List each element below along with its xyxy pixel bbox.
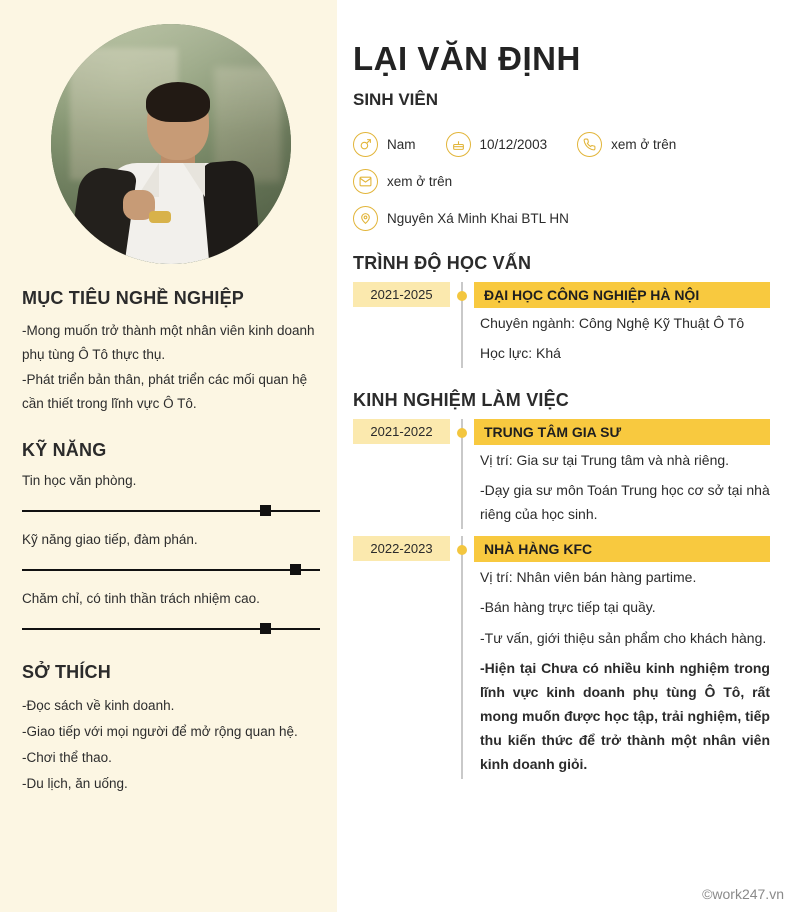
timeline-axis — [450, 653, 474, 779]
timeline-axis — [450, 592, 474, 622]
contact-phone — [577, 132, 676, 157]
experience-company: TRUNG TÂM GIA SƯ — [474, 419, 770, 445]
experience-detail-row — [353, 562, 770, 592]
watermark: ©work247.vn — [702, 886, 784, 902]
birthday-cake-icon — [446, 132, 471, 157]
career-objective-line: -Mong muốn trở thành một nhân viên kinh doanh phụ tùng Ô Tô thực thụ. — [22, 323, 315, 362]
experience-detail: Vị trí: Gia sư tại Trung tâm và nhà riêng. — [480, 452, 730, 469]
experience-detail: -Dạy gia sư môn Toán Trung học cơ sở tại nhà riêng của học sinh. — [480, 482, 770, 523]
timeline-line — [461, 592, 463, 622]
experience-detail-row — [353, 592, 770, 622]
skill-knob — [260, 505, 271, 516]
timeline-axis — [450, 445, 474, 475]
timeline-axis — [450, 338, 474, 368]
experience-detail-row — [353, 445, 770, 475]
hobby-item: -Du lịch, ăn uống. — [22, 776, 128, 792]
timeline-spacer — [353, 338, 450, 368]
skill-knob — [290, 564, 301, 575]
skill-bar — [22, 502, 320, 520]
contact-address-value: Nguyên Xá Minh Khai BTL HN — [387, 211, 569, 226]
experience-entry-header — [353, 419, 770, 445]
experience-summary-row — [353, 653, 770, 779]
skill-track — [22, 628, 320, 630]
education-detail-row — [353, 338, 770, 368]
education-title: TRÌNH ĐỘ HỌC VẤN — [353, 253, 532, 273]
timeline-dot — [457, 291, 467, 301]
skill-label: Chăm chỉ, có tinh thần trách nhiệm cao. — [22, 590, 260, 606]
timeline-axis — [450, 475, 474, 529]
photo-person-collar-right — [183, 163, 205, 197]
timeline-line — [461, 562, 463, 592]
skill-knob — [260, 623, 271, 634]
email-icon — [353, 169, 378, 194]
education-detail: Chuyên ngành: Công Nghệ Kỹ Thuật Ô Tô — [480, 315, 745, 331]
experience-timeline — [353, 419, 770, 779]
contact-row-1 — [353, 132, 770, 157]
timeline-axis — [450, 282, 474, 308]
education-school: ĐẠI HỌC CÔNG NGHIỆP HÀ NỘI — [474, 282, 770, 308]
timeline-spacer — [353, 653, 450, 779]
contact-phone-value: xem ở trên — [611, 137, 677, 152]
education-detail-row — [353, 308, 770, 338]
timeline-dot — [457, 428, 467, 438]
experience-detail: Vị trí: Nhân viên bán hàng partime. — [480, 569, 697, 586]
timeline-dot — [457, 545, 467, 555]
skill-bar — [22, 561, 320, 579]
contact-gender-value: Nam — [387, 137, 416, 152]
timeline-line — [461, 653, 463, 779]
timeline-axis — [450, 536, 474, 562]
photo-person-watch — [149, 211, 171, 223]
contact-row-2 — [353, 169, 770, 194]
experience-detail: -Tư vấn, giới thiệu sản phẩm cho khách hàng. — [480, 629, 767, 646]
timeline-spacer — [353, 445, 450, 475]
contact-email-value: xem ở trên — [387, 174, 453, 189]
timeline-line — [461, 475, 463, 529]
career-objective-title: MỤC TIÊU NGHỀ NGHIỆP — [22, 288, 245, 308]
location-pin-icon — [353, 206, 378, 231]
sidebar — [0, 0, 337, 912]
photo-person-jacket — [200, 159, 261, 264]
timeline-spacer — [353, 623, 450, 653]
photo-person-hair — [146, 82, 210, 122]
education-date: 2021-2025 — [353, 282, 450, 307]
experience-title: KINH NGHIỆM LÀM VIỆC — [353, 390, 570, 411]
gender-icon — [353, 132, 378, 157]
hobby-item: -Đọc sách về kinh doanh. — [22, 697, 175, 713]
timeline-spacer — [353, 562, 450, 592]
experience-detail-row — [353, 623, 770, 653]
hobbies-title: SỞ THÍCH — [22, 661, 111, 682]
contact-birthday-value: 10/12/2003 — [479, 137, 548, 152]
contact-gender — [353, 132, 416, 157]
timeline-line — [461, 308, 463, 338]
contact-row-3 — [353, 206, 770, 231]
experience-detail: -Bán hàng trực tiếp tại quầy. — [480, 599, 656, 616]
timeline-line — [461, 445, 463, 475]
timeline-axis — [450, 562, 474, 592]
skill-track — [22, 510, 320, 512]
contact-email — [353, 169, 452, 194]
page-title: LẠI VĂN ĐỊNH — [353, 40, 581, 77]
education-timeline — [353, 282, 770, 368]
skill-label: Kỹ năng giao tiếp, đàm phán. — [22, 531, 198, 547]
timeline-axis — [450, 308, 474, 338]
skill-label: Tin học văn phòng. — [22, 472, 137, 488]
contact-address — [353, 206, 569, 231]
hobby-item: -Giao tiếp với mọi người để mở rộng quan hệ. — [22, 723, 298, 739]
timeline-spacer — [353, 308, 450, 338]
skill-bar — [22, 620, 320, 638]
timeline-axis — [450, 623, 474, 653]
timeline-spacer — [353, 592, 450, 622]
experience-date: 2021-2022 — [353, 419, 450, 444]
main-content — [337, 0, 800, 912]
experience-detail-row — [353, 475, 770, 529]
hobby-item: -Chơi thể thao. — [22, 750, 112, 766]
education-entry-header — [353, 282, 770, 308]
career-objective-line: -Phát triển bản thân, phát triển các mối quan hệ cần thiết trong lĩnh vực Ô Tô. — [22, 372, 308, 411]
experience-entry-header — [353, 536, 770, 562]
timeline-axis — [450, 419, 474, 445]
experience-summary: -Hiện tại Chưa có nhiều kinh nghiệm trong lĩnh vực kinh doanh phụ tùng Ô Tô, rất mong muốn được học tập, trải nghiệm, tiếp thu kiến thức để trở thành một nhân viên kinh doanh giỏi. — [480, 659, 770, 772]
education-detail: Học lực: Khá — [480, 345, 561, 362]
timeline-line — [461, 338, 463, 368]
skill-track — [22, 569, 320, 571]
phone-icon — [577, 132, 602, 157]
job-role: SINH VIÊN — [353, 90, 439, 109]
timeline-spacer — [353, 475, 450, 529]
profile-photo — [51, 24, 291, 264]
experience-date: 2022-2023 — [353, 536, 450, 561]
timeline-line — [461, 623, 463, 653]
experience-company: NHÀ HÀNG KFC — [474, 536, 770, 562]
contact-birthday — [446, 132, 548, 157]
skills-title: KỸ NĂNG — [22, 439, 107, 460]
